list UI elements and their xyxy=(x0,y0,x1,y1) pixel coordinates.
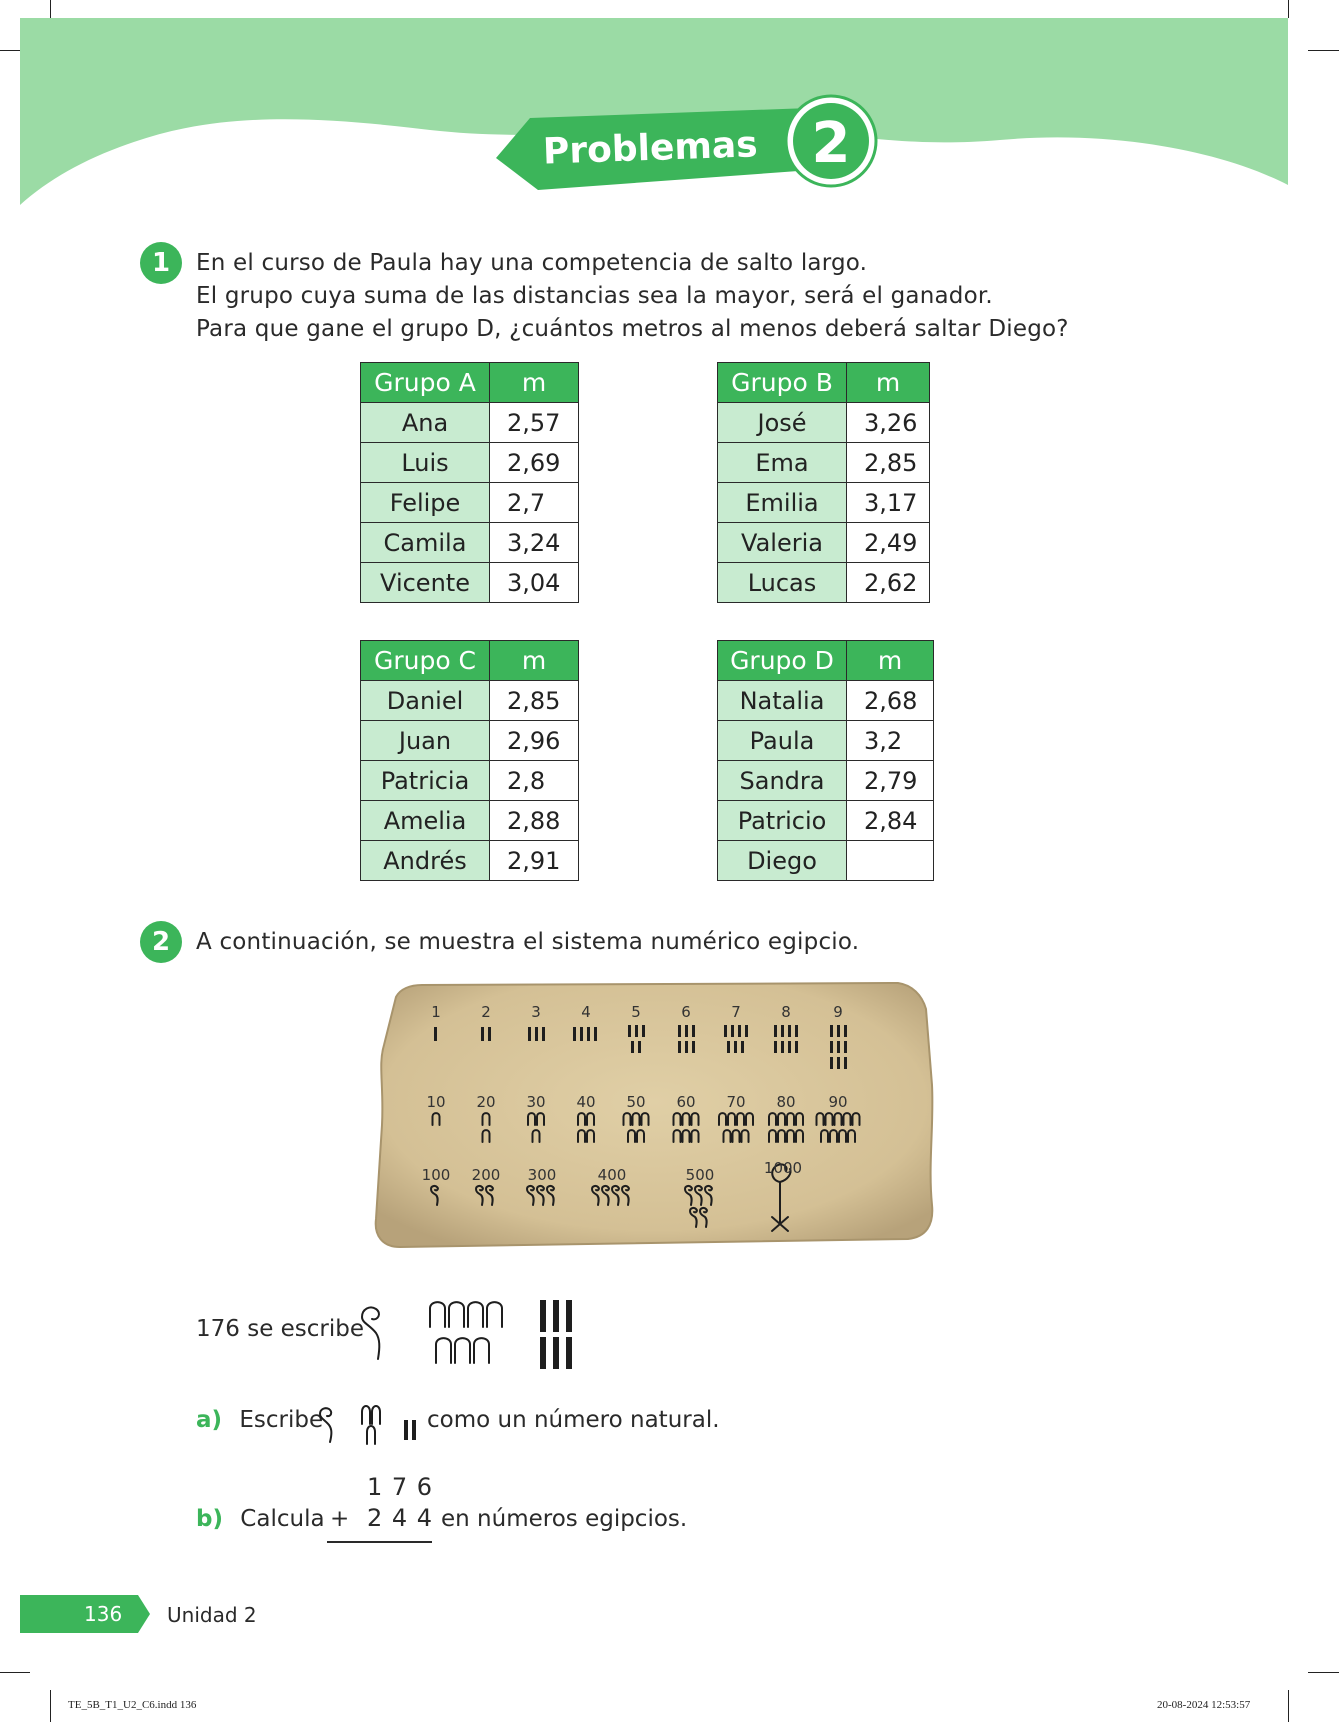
numeral-label: 300 xyxy=(527,1166,557,1184)
jump-distance: 2,84 xyxy=(847,801,934,841)
numeral-label: 1 xyxy=(431,1003,441,1021)
page-number: 136 xyxy=(84,1602,123,1626)
subquestion-b-pre: Calcula xyxy=(240,1506,325,1532)
jump-distance: 2,85 xyxy=(847,443,930,483)
numeral-label: 8 xyxy=(781,1003,791,1021)
jump-distance: 2,57 xyxy=(490,403,579,443)
numeral-label: 20 xyxy=(476,1093,496,1111)
student-name: Camila xyxy=(361,523,490,563)
example-176-text: 176 se escribe xyxy=(196,1316,365,1342)
table-row xyxy=(718,403,930,443)
addend-top: 1 7 6 xyxy=(367,1473,434,1501)
subquestion-a-pre: Escribe xyxy=(239,1407,324,1433)
student-name: Sandra xyxy=(718,761,847,801)
problem-2-intro: A continuación, se muestra el sistema numérico egipcio. xyxy=(196,929,860,955)
table-row xyxy=(361,721,579,761)
table-row xyxy=(718,523,930,563)
table-grupo-c xyxy=(360,640,579,881)
numeral-label: 50 xyxy=(626,1093,646,1111)
student-name: Amelia xyxy=(361,801,490,841)
header-banner xyxy=(0,0,1339,215)
table-row xyxy=(718,681,934,721)
student-name: Juan xyxy=(361,721,490,761)
arch-glyphs xyxy=(430,1302,502,1363)
student-name: Paula xyxy=(718,721,847,761)
numeral-label: 1000 xyxy=(763,1159,803,1177)
jump-distance: 2,68 xyxy=(847,681,934,721)
student-name: Luis xyxy=(361,443,490,483)
coil-glyph xyxy=(362,1307,379,1359)
stroke-glyph xyxy=(404,1420,408,1440)
table-row xyxy=(361,563,579,603)
unit-label: Unidad 2 xyxy=(167,1603,257,1627)
student-name: Patricio xyxy=(718,801,847,841)
table-grupo-a xyxy=(360,362,579,603)
table-row xyxy=(361,841,579,881)
jump-distance: 2,91 xyxy=(490,841,579,881)
jump-distance: 3,04 xyxy=(490,563,579,603)
jump-distance: 2,88 xyxy=(490,801,579,841)
arch-glyph xyxy=(468,1302,483,1327)
numeral-label: 40 xyxy=(576,1093,596,1111)
table-row xyxy=(361,801,579,841)
jump-distance: 2,96 xyxy=(490,721,579,761)
jump-distance: 2,49 xyxy=(847,523,930,563)
jump-distance: 2,7 xyxy=(490,483,579,523)
table-row xyxy=(718,761,934,801)
numeral-label: 80 xyxy=(776,1093,796,1111)
table-row xyxy=(718,801,934,841)
numeral-label: 30 xyxy=(526,1093,546,1111)
table-row xyxy=(361,681,579,721)
numeral-label: 400 xyxy=(597,1166,627,1184)
banner-title: Problemas xyxy=(542,124,759,173)
print-timestamp: 20-08-2024 12:53:57 xyxy=(1157,1699,1251,1711)
crop-mark xyxy=(50,1690,51,1722)
table-header-unit: m xyxy=(490,363,579,403)
subquestion-a-hieroglyphs xyxy=(316,1402,426,1452)
student-name: Ana xyxy=(361,403,490,443)
problem-1-statement xyxy=(196,247,1246,346)
table-grupo-b xyxy=(717,362,930,603)
jump-distance: 3,24 xyxy=(490,523,579,563)
numeral-label: 70 xyxy=(726,1093,746,1111)
student-name: Lucas xyxy=(718,563,847,603)
numeral-label: 2 xyxy=(481,1003,491,1021)
table-row xyxy=(718,841,934,881)
numeral-label: 200 xyxy=(471,1166,501,1184)
table-row xyxy=(718,483,930,523)
subquestion-a xyxy=(196,1407,323,1433)
jump-distance: 2,69 xyxy=(490,443,579,483)
numeral-label: 5 xyxy=(631,1003,641,1021)
table-header-unit: m xyxy=(490,641,579,681)
numeral-label: 500 xyxy=(685,1166,715,1184)
student-name: Diego xyxy=(718,841,847,881)
diego-distance-blank[interactable] xyxy=(847,841,934,881)
table-header-unit: m xyxy=(847,363,930,403)
subquestion-a-post: como un número natural. xyxy=(427,1407,720,1433)
jump-distance: 2,62 xyxy=(847,563,930,603)
arch-glyphs xyxy=(362,1406,380,1444)
table-header-unit: m xyxy=(847,641,934,681)
student-name: Valeria xyxy=(718,523,847,563)
numeral-label: 7 xyxy=(731,1003,741,1021)
table-grupo-d xyxy=(717,640,934,881)
jump-distance: 2,79 xyxy=(847,761,934,801)
student-name: Vicente xyxy=(361,563,490,603)
file-info: TE_5B_T1_U2_C6.indd 136 xyxy=(68,1699,197,1711)
jump-distance: 2,8 xyxy=(490,761,579,801)
jump-distance: 3,2 xyxy=(847,721,934,761)
student-name: Ema xyxy=(718,443,847,483)
table-row xyxy=(361,403,579,443)
student-name: Emilia xyxy=(718,483,847,523)
arch-glyph xyxy=(487,1302,502,1327)
numeral-label: 10 xyxy=(426,1093,446,1111)
subquestion-b-post: en números egipcios. xyxy=(441,1506,688,1532)
crop-mark xyxy=(0,1672,30,1673)
table-row xyxy=(718,721,934,761)
table-row xyxy=(361,483,579,523)
statement-line: Para que gane el grupo D, ¿cuántos metros al menos deberá saltar Diego? xyxy=(196,316,1069,342)
stroke-glyphs xyxy=(540,1300,572,1369)
table-header-group: Grupo A xyxy=(361,363,490,403)
crop-mark xyxy=(1288,1690,1289,1722)
plus-sign: + xyxy=(330,1506,350,1532)
numeral-label: 3 xyxy=(531,1003,541,1021)
table-row xyxy=(718,563,930,603)
jump-distance: 2,85 xyxy=(490,681,579,721)
problem-2-number: 2 xyxy=(140,921,182,963)
table-row xyxy=(718,443,930,483)
banner-number: 2 xyxy=(811,111,851,176)
arch-glyph xyxy=(474,1338,489,1363)
table-row xyxy=(361,523,579,563)
stroke-glyph xyxy=(412,1420,416,1440)
subquestion-b-label: b) xyxy=(196,1506,223,1532)
jump-distance: 3,26 xyxy=(847,403,930,443)
addend-bottom: 2 4 4 xyxy=(367,1504,434,1532)
table-header-group: Grupo C xyxy=(361,641,490,681)
student-name: Andrés xyxy=(361,841,490,881)
arch-glyph xyxy=(449,1302,464,1327)
arch-glyph xyxy=(455,1338,470,1363)
crop-mark xyxy=(1308,1672,1339,1673)
student-name: Daniel xyxy=(361,681,490,721)
coil-glyph xyxy=(320,1408,331,1442)
numeral-label: 60 xyxy=(676,1093,696,1111)
statement-line: En el curso de Paula hay una competencia de salto largo. xyxy=(196,250,868,276)
numeral-label: 100 xyxy=(421,1166,451,1184)
arch-glyph xyxy=(436,1338,451,1363)
arch-glyph xyxy=(430,1302,445,1327)
numeral-label: 4 xyxy=(581,1003,591,1021)
numeral-label: 90 xyxy=(828,1093,848,1111)
jump-distance: 3,17 xyxy=(847,483,930,523)
student-name: Felipe xyxy=(361,483,490,523)
table-header-group: Grupo B xyxy=(718,363,847,403)
egyptian-numerals-tablet xyxy=(360,975,940,1255)
numeral-label: 9 xyxy=(833,1003,843,1021)
sum-line xyxy=(327,1541,432,1543)
table-row xyxy=(361,761,579,801)
student-name: Natalia xyxy=(718,681,847,721)
problem-1-number: 1 xyxy=(140,242,182,284)
table-header-group: Grupo D xyxy=(718,641,847,681)
student-name: José xyxy=(718,403,847,443)
numeral-label: 6 xyxy=(681,1003,691,1021)
table-row xyxy=(361,443,579,483)
example-176-hieroglyphs xyxy=(356,1295,586,1375)
statement-line: El grupo cuya suma de las distancias sea la mayor, será el ganador. xyxy=(196,283,993,309)
student-name: Patricia xyxy=(361,761,490,801)
subquestion-a-label: a) xyxy=(196,1407,223,1433)
subquestion-b xyxy=(196,1506,325,1532)
